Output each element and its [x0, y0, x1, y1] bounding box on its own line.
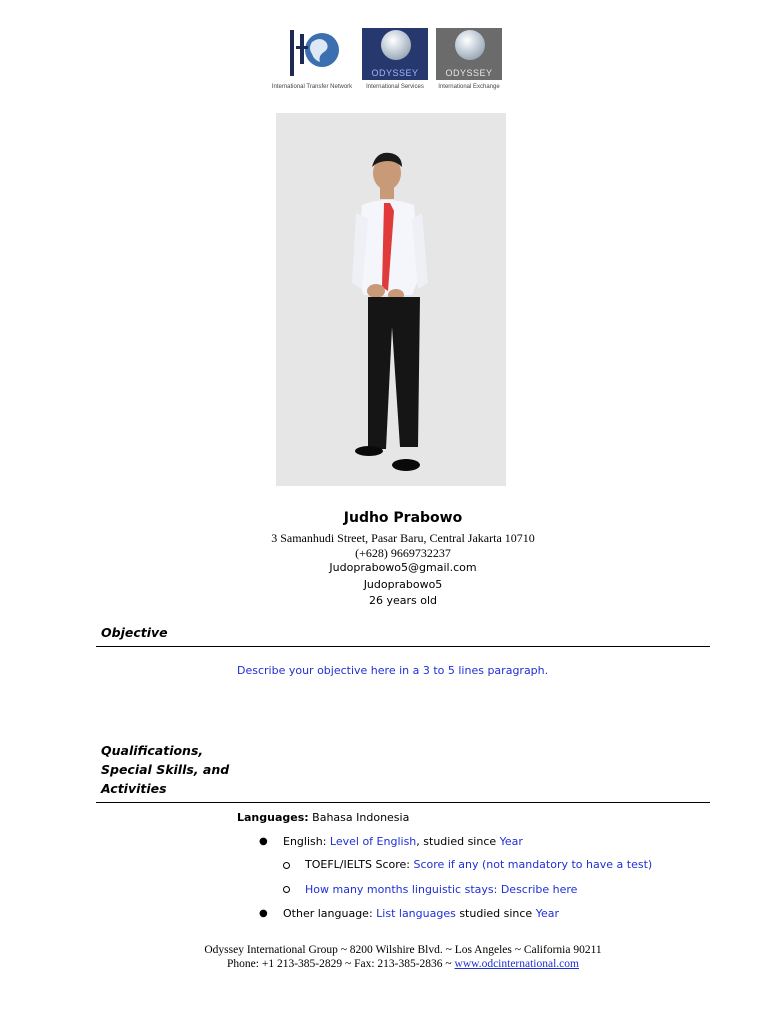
globe-icon	[455, 30, 485, 60]
other-mid: studied since	[455, 907, 536, 920]
odyssey-wordmark: ODYSSEY	[445, 68, 493, 78]
itn-caption: International Transfer Network	[271, 84, 353, 90]
english-line	[283, 835, 523, 848]
itn-logo	[268, 28, 356, 90]
languages-label: Languages:	[237, 811, 309, 824]
toefl-value: Score if any (not mandatory to have a test)	[413, 858, 653, 871]
footer-phone-fax: Phone: +1 213-385-2829 ~ Fax: 213-385-2836 ~	[227, 958, 455, 970]
sub-bullet-icon	[283, 886, 290, 893]
candidate-name: Judho Prabowo	[343, 510, 463, 526]
footer-contact	[96, 958, 710, 970]
other-list: List languages	[376, 907, 456, 920]
odyssey-wordmark: ODYSSEY	[371, 68, 419, 78]
odyssey-exchange-logo	[436, 28, 502, 90]
languages-value: Bahasa Indonesia	[308, 811, 410, 824]
english-mid: , studied since	[416, 835, 500, 848]
qualifications-heading-line2: Special Skills, and	[101, 762, 230, 777]
english-level: Level of English	[329, 835, 417, 848]
english-year: Year	[499, 835, 523, 848]
globe-icon	[381, 30, 411, 60]
itn-globe-icon	[268, 28, 356, 80]
other-year: Year	[535, 907, 559, 920]
linguistic-stays-line: How many months linguistic stays: Describe here	[305, 883, 578, 896]
objective-text: Describe your objective here in a 3 to 5 lines paragraph.	[237, 664, 549, 677]
profile-photo	[276, 113, 506, 486]
qualifications-divider	[96, 802, 710, 803]
qualifications-heading-line1: Qualifications,	[101, 743, 204, 758]
english-prefix: English:	[283, 835, 330, 848]
languages-line	[237, 811, 409, 824]
objective-divider	[96, 646, 710, 647]
odyssey-exchange-caption: International Exchange	[438, 84, 500, 90]
toefl-line	[305, 858, 652, 871]
odyssey-services-logo	[362, 28, 428, 90]
email: Judoprabowo5@gmail.com	[329, 561, 477, 574]
sub-bullet-icon	[283, 862, 290, 869]
bullet-icon: ●	[259, 836, 268, 847]
username: Judoprabowo5	[363, 578, 443, 591]
odyssey-services-caption: International Services	[366, 84, 424, 90]
address: 3 Samanhudi Street, Pasar Baru, Central Jakarta 10710	[271, 531, 535, 545]
footer-website-link[interactable]: www.odcinternational.com	[454, 958, 579, 970]
bullet-icon: ●	[259, 908, 268, 919]
age: 26 years old	[368, 594, 438, 607]
qualifications-heading	[101, 741, 241, 798]
other-language-line	[283, 907, 559, 920]
qualifications-heading-line3: Activities	[101, 781, 167, 796]
objective-heading: Objective	[101, 625, 168, 640]
footer-address: Odyssey International Group ~ 8200 Wilshire Blvd. ~ Los Angeles ~ California 90211	[204, 944, 602, 956]
other-prefix: Other language:	[283, 907, 377, 920]
toefl-label: TOEFL/IELTS Score:	[305, 858, 414, 871]
phone: (+628) 9669732237	[355, 546, 451, 560]
